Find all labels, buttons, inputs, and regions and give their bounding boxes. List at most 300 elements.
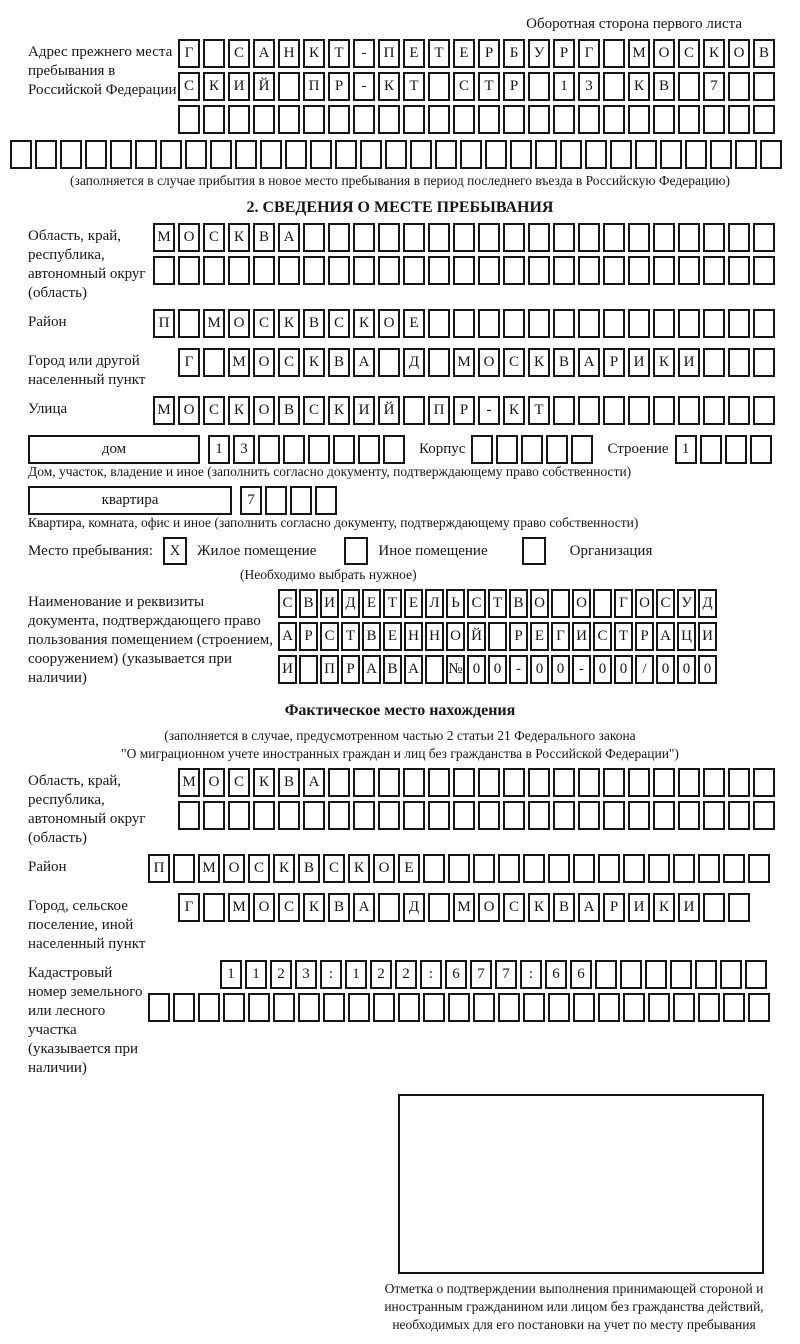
- char-box[interactable]: 1: [553, 72, 575, 101]
- char-box[interactable]: Р: [635, 622, 654, 651]
- char-box[interactable]: А: [362, 655, 381, 684]
- char-box[interactable]: [10, 140, 32, 169]
- char-box[interactable]: [653, 223, 675, 252]
- char-box[interactable]: [323, 993, 345, 1022]
- char-box[interactable]: -: [353, 39, 375, 68]
- char-box[interactable]: [258, 435, 280, 464]
- char-box[interactable]: [546, 435, 568, 464]
- char-box[interactable]: Р: [509, 622, 528, 651]
- char-box[interactable]: [310, 140, 332, 169]
- char-box[interactable]: [353, 768, 375, 797]
- char-box[interactable]: [553, 256, 575, 285]
- char-box[interactable]: [398, 993, 420, 1022]
- char-box[interactable]: [598, 993, 620, 1022]
- char-box[interactable]: О: [203, 768, 225, 797]
- char-box[interactable]: [478, 105, 500, 134]
- checkbox-organizatsiya[interactable]: [522, 537, 546, 565]
- char-box[interactable]: [453, 801, 475, 830]
- char-box[interactable]: 0: [551, 655, 570, 684]
- char-box[interactable]: [503, 105, 525, 134]
- char-box[interactable]: [448, 993, 470, 1022]
- char-box[interactable]: В: [553, 893, 575, 922]
- char-box[interactable]: [403, 801, 425, 830]
- char-box[interactable]: [603, 396, 625, 425]
- char-box[interactable]: [553, 768, 575, 797]
- char-box[interactable]: [448, 854, 470, 883]
- char-box[interactable]: О: [478, 348, 500, 377]
- char-box[interactable]: С: [278, 893, 300, 922]
- char-box[interactable]: [678, 72, 700, 101]
- checkbox-inoe[interactable]: [344, 537, 368, 565]
- char-box[interactable]: [725, 435, 747, 464]
- char-box[interactable]: [425, 655, 444, 684]
- char-box[interactable]: [703, 223, 725, 252]
- char-box[interactable]: С: [503, 348, 525, 377]
- char-box[interactable]: Т: [341, 622, 360, 651]
- char-box[interactable]: [673, 993, 695, 1022]
- char-box[interactable]: [728, 256, 750, 285]
- char-box[interactable]: [428, 801, 450, 830]
- char-box[interactable]: М: [453, 893, 475, 922]
- char-box[interactable]: К: [528, 348, 550, 377]
- char-box[interactable]: [203, 348, 225, 377]
- char-box[interactable]: [153, 256, 175, 285]
- char-box[interactable]: Г: [178, 39, 200, 68]
- char-box[interactable]: [328, 223, 350, 252]
- char-box[interactable]: С: [203, 223, 225, 252]
- char-box[interactable]: В: [753, 39, 775, 68]
- char-box[interactable]: -: [353, 72, 375, 101]
- char-box[interactable]: [551, 589, 570, 618]
- char-box[interactable]: [428, 348, 450, 377]
- char-box[interactable]: [248, 993, 270, 1022]
- char-box[interactable]: 7: [703, 72, 725, 101]
- char-box[interactable]: [348, 993, 370, 1022]
- char-box[interactable]: [635, 140, 657, 169]
- char-box[interactable]: Г: [578, 39, 600, 68]
- char-box[interactable]: 0: [467, 655, 486, 684]
- char-box[interactable]: [528, 223, 550, 252]
- char-box[interactable]: И: [628, 893, 650, 922]
- char-box[interactable]: О: [253, 348, 275, 377]
- char-box[interactable]: [548, 854, 570, 883]
- char-box[interactable]: №: [446, 655, 465, 684]
- char-box[interactable]: [521, 435, 543, 464]
- char-box[interactable]: [628, 223, 650, 252]
- char-box[interactable]: [385, 140, 407, 169]
- char-box[interactable]: М: [198, 854, 220, 883]
- char-box[interactable]: А: [656, 622, 675, 651]
- char-box[interactable]: О: [653, 39, 675, 68]
- char-box[interactable]: [173, 854, 195, 883]
- char-box[interactable]: С: [320, 622, 339, 651]
- char-box[interactable]: [728, 223, 750, 252]
- char-box[interactable]: [603, 768, 625, 797]
- char-box[interactable]: В: [278, 768, 300, 797]
- char-box[interactable]: [299, 655, 318, 684]
- char-box[interactable]: С: [278, 348, 300, 377]
- char-box[interactable]: [496, 435, 518, 464]
- char-box[interactable]: [653, 256, 675, 285]
- char-box[interactable]: [528, 801, 550, 830]
- char-box[interactable]: О: [228, 309, 250, 338]
- kvartira-wordbox[interactable]: квартира: [28, 486, 232, 515]
- char-box[interactable]: [335, 140, 357, 169]
- char-box[interactable]: С: [303, 396, 325, 425]
- char-box[interactable]: [578, 223, 600, 252]
- char-box[interactable]: [703, 893, 725, 922]
- char-box[interactable]: Н: [278, 39, 300, 68]
- char-box[interactable]: Е: [403, 309, 425, 338]
- char-box[interactable]: [203, 105, 225, 134]
- char-box[interactable]: [745, 960, 767, 989]
- char-box[interactable]: [478, 768, 500, 797]
- char-box[interactable]: [378, 801, 400, 830]
- char-box[interactable]: [753, 256, 775, 285]
- char-box[interactable]: [228, 801, 250, 830]
- char-box[interactable]: Ц: [677, 622, 696, 651]
- char-box[interactable]: И: [572, 622, 591, 651]
- char-box[interactable]: А: [278, 223, 300, 252]
- char-box[interactable]: [403, 223, 425, 252]
- char-box[interactable]: [553, 801, 575, 830]
- char-box[interactable]: [610, 140, 632, 169]
- char-box[interactable]: В: [362, 622, 381, 651]
- char-box[interactable]: И: [628, 348, 650, 377]
- char-box[interactable]: [453, 309, 475, 338]
- char-box[interactable]: [528, 768, 550, 797]
- char-box[interactable]: [748, 993, 770, 1022]
- char-box[interactable]: [528, 309, 550, 338]
- char-box[interactable]: 1: [208, 435, 230, 464]
- char-box[interactable]: С: [228, 768, 250, 797]
- char-box[interactable]: К: [278, 309, 300, 338]
- char-box[interactable]: [585, 140, 607, 169]
- char-box[interactable]: [753, 309, 775, 338]
- char-box[interactable]: О: [178, 223, 200, 252]
- char-box[interactable]: [728, 105, 750, 134]
- char-box[interactable]: [298, 993, 320, 1022]
- char-box[interactable]: Д: [341, 589, 360, 618]
- char-box[interactable]: -: [572, 655, 591, 684]
- char-box[interactable]: 3: [578, 72, 600, 101]
- char-box[interactable]: И: [228, 72, 250, 101]
- char-box[interactable]: О: [378, 309, 400, 338]
- char-box[interactable]: -: [509, 655, 528, 684]
- char-box[interactable]: [595, 960, 617, 989]
- char-box[interactable]: [603, 72, 625, 101]
- char-box[interactable]: [628, 768, 650, 797]
- char-box[interactable]: И: [278, 655, 297, 684]
- char-box[interactable]: [653, 396, 675, 425]
- char-box[interactable]: К: [378, 72, 400, 101]
- char-box[interactable]: С: [503, 893, 525, 922]
- char-box[interactable]: К: [528, 893, 550, 922]
- char-box[interactable]: [210, 140, 232, 169]
- char-box[interactable]: [328, 801, 350, 830]
- char-box[interactable]: Е: [404, 589, 423, 618]
- char-box[interactable]: 0: [656, 655, 675, 684]
- char-box[interactable]: О: [178, 396, 200, 425]
- char-box[interactable]: [135, 140, 157, 169]
- char-box[interactable]: [578, 105, 600, 134]
- dom-wordbox[interactable]: дом: [28, 435, 200, 464]
- char-box[interactable]: Д: [403, 348, 425, 377]
- char-box[interactable]: [648, 993, 670, 1022]
- char-box[interactable]: [598, 854, 620, 883]
- char-box[interactable]: [110, 140, 132, 169]
- char-box[interactable]: К: [353, 309, 375, 338]
- char-box[interactable]: М: [228, 893, 250, 922]
- char-box[interactable]: П: [303, 72, 325, 101]
- char-box[interactable]: [573, 854, 595, 883]
- char-box[interactable]: [403, 768, 425, 797]
- char-box[interactable]: [628, 396, 650, 425]
- char-box[interactable]: П: [153, 309, 175, 338]
- char-box[interactable]: С: [678, 39, 700, 68]
- char-box[interactable]: Р: [328, 72, 350, 101]
- char-box[interactable]: [728, 801, 750, 830]
- char-box[interactable]: [728, 768, 750, 797]
- char-box[interactable]: [578, 768, 600, 797]
- char-box[interactable]: [228, 105, 250, 134]
- char-box[interactable]: [428, 223, 450, 252]
- char-box[interactable]: [653, 801, 675, 830]
- char-box[interactable]: К: [653, 348, 675, 377]
- char-box[interactable]: [510, 140, 532, 169]
- char-box[interactable]: А: [578, 348, 600, 377]
- char-box[interactable]: [253, 105, 275, 134]
- char-box[interactable]: [403, 396, 425, 425]
- char-box[interactable]: Й: [378, 396, 400, 425]
- char-box[interactable]: [360, 140, 382, 169]
- char-box[interactable]: И: [353, 396, 375, 425]
- char-box[interactable]: [85, 140, 107, 169]
- char-box[interactable]: С: [203, 396, 225, 425]
- char-box[interactable]: [603, 39, 625, 68]
- char-box[interactable]: [428, 309, 450, 338]
- char-box[interactable]: [578, 256, 600, 285]
- char-box[interactable]: 6: [570, 960, 592, 989]
- char-box[interactable]: П: [320, 655, 339, 684]
- char-box[interactable]: О: [728, 39, 750, 68]
- char-box[interactable]: Й: [467, 622, 486, 651]
- char-box[interactable]: О: [373, 854, 395, 883]
- char-box[interactable]: [260, 140, 282, 169]
- char-box[interactable]: [753, 223, 775, 252]
- char-box[interactable]: [428, 893, 450, 922]
- char-box[interactable]: [178, 256, 200, 285]
- char-box[interactable]: [750, 435, 772, 464]
- char-box[interactable]: 1: [245, 960, 267, 989]
- char-box[interactable]: [723, 993, 745, 1022]
- char-box[interactable]: [603, 105, 625, 134]
- char-box[interactable]: [753, 72, 775, 101]
- char-box[interactable]: [760, 140, 782, 169]
- char-box[interactable]: [623, 854, 645, 883]
- char-box[interactable]: Б: [503, 39, 525, 68]
- char-box[interactable]: Д: [698, 589, 717, 618]
- char-box[interactable]: 1: [675, 435, 697, 464]
- char-box[interactable]: [60, 140, 82, 169]
- char-box[interactable]: [423, 993, 445, 1022]
- char-box[interactable]: [728, 893, 750, 922]
- char-box[interactable]: [471, 435, 493, 464]
- char-box[interactable]: Т: [478, 72, 500, 101]
- char-box[interactable]: [678, 396, 700, 425]
- char-box[interactable]: [528, 256, 550, 285]
- char-box[interactable]: К: [653, 893, 675, 922]
- char-box[interactable]: [670, 960, 692, 989]
- char-box[interactable]: /: [635, 655, 654, 684]
- char-box[interactable]: К: [628, 72, 650, 101]
- char-box[interactable]: :: [520, 960, 542, 989]
- char-box[interactable]: [603, 223, 625, 252]
- char-box[interactable]: [503, 309, 525, 338]
- char-box[interactable]: 7: [495, 960, 517, 989]
- char-box[interactable]: Р: [478, 39, 500, 68]
- char-box[interactable]: [383, 435, 405, 464]
- char-box[interactable]: Е: [383, 622, 402, 651]
- char-box[interactable]: [353, 256, 375, 285]
- char-box[interactable]: 0: [530, 655, 549, 684]
- char-box[interactable]: К: [303, 893, 325, 922]
- char-box[interactable]: [723, 854, 745, 883]
- char-box[interactable]: [553, 223, 575, 252]
- char-box[interactable]: [753, 768, 775, 797]
- char-box[interactable]: [428, 105, 450, 134]
- char-box[interactable]: [498, 993, 520, 1022]
- char-box[interactable]: 0: [698, 655, 717, 684]
- char-box[interactable]: [353, 105, 375, 134]
- char-box[interactable]: [403, 105, 425, 134]
- char-box[interactable]: 7: [470, 960, 492, 989]
- char-box[interactable]: [35, 140, 57, 169]
- char-box[interactable]: [160, 140, 182, 169]
- char-box[interactable]: [753, 348, 775, 377]
- char-box[interactable]: 6: [445, 960, 467, 989]
- char-box[interactable]: Т: [614, 622, 633, 651]
- char-box[interactable]: [478, 801, 500, 830]
- char-box[interactable]: [703, 105, 725, 134]
- char-box[interactable]: С: [248, 854, 270, 883]
- char-box[interactable]: [728, 309, 750, 338]
- char-box[interactable]: О: [446, 622, 465, 651]
- char-box[interactable]: [378, 768, 400, 797]
- char-box[interactable]: [700, 435, 722, 464]
- char-box[interactable]: [203, 256, 225, 285]
- char-box[interactable]: 1: [220, 960, 242, 989]
- char-box[interactable]: А: [253, 39, 275, 68]
- char-box[interactable]: К: [203, 72, 225, 101]
- char-box[interactable]: [523, 993, 545, 1022]
- char-box[interactable]: [473, 854, 495, 883]
- char-box[interactable]: У: [528, 39, 550, 68]
- char-box[interactable]: [678, 256, 700, 285]
- char-box[interactable]: [573, 993, 595, 1022]
- char-box[interactable]: [748, 854, 770, 883]
- char-box[interactable]: [203, 801, 225, 830]
- char-box[interactable]: [673, 854, 695, 883]
- char-box[interactable]: [428, 768, 450, 797]
- char-box[interactable]: В: [328, 893, 350, 922]
- char-box[interactable]: [653, 105, 675, 134]
- checkbox-zhiloe[interactable]: X: [163, 537, 187, 565]
- char-box[interactable]: [703, 309, 725, 338]
- char-box[interactable]: К: [273, 854, 295, 883]
- char-box[interactable]: В: [653, 72, 675, 101]
- char-box[interactable]: [503, 223, 525, 252]
- char-box[interactable]: С: [467, 589, 486, 618]
- char-box[interactable]: [278, 801, 300, 830]
- char-box[interactable]: С: [328, 309, 350, 338]
- char-box[interactable]: [728, 72, 750, 101]
- char-box[interactable]: [523, 854, 545, 883]
- char-box[interactable]: М: [153, 223, 175, 252]
- char-box[interactable]: К: [303, 39, 325, 68]
- char-box[interactable]: И: [320, 589, 339, 618]
- char-box[interactable]: К: [328, 396, 350, 425]
- char-box[interactable]: [753, 105, 775, 134]
- char-box[interactable]: Е: [362, 589, 381, 618]
- char-box[interactable]: [648, 854, 670, 883]
- char-box[interactable]: [185, 140, 207, 169]
- char-box[interactable]: С: [178, 72, 200, 101]
- char-box[interactable]: Р: [603, 348, 625, 377]
- char-box[interactable]: [548, 993, 570, 1022]
- char-box[interactable]: [303, 256, 325, 285]
- char-box[interactable]: А: [353, 348, 375, 377]
- char-box[interactable]: Т: [488, 589, 507, 618]
- char-box[interactable]: С: [593, 622, 612, 651]
- char-box[interactable]: Т: [428, 39, 450, 68]
- char-box[interactable]: [571, 435, 593, 464]
- char-box[interactable]: [178, 801, 200, 830]
- char-box[interactable]: [728, 348, 750, 377]
- char-box[interactable]: Р: [603, 893, 625, 922]
- char-box[interactable]: [453, 223, 475, 252]
- char-box[interactable]: В: [298, 854, 320, 883]
- char-box[interactable]: [703, 396, 725, 425]
- char-box[interactable]: О: [478, 893, 500, 922]
- char-box[interactable]: 3: [233, 435, 255, 464]
- char-box[interactable]: [178, 105, 200, 134]
- char-box[interactable]: [228, 256, 250, 285]
- char-box[interactable]: [223, 993, 245, 1022]
- char-box[interactable]: У: [677, 589, 696, 618]
- char-box[interactable]: 0: [593, 655, 612, 684]
- char-box[interactable]: Р: [503, 72, 525, 101]
- char-box[interactable]: [503, 801, 525, 830]
- char-box[interactable]: [603, 309, 625, 338]
- char-box[interactable]: [428, 72, 450, 101]
- char-box[interactable]: В: [278, 396, 300, 425]
- char-box[interactable]: [698, 993, 720, 1022]
- char-box[interactable]: :: [420, 960, 442, 989]
- char-box[interactable]: [735, 140, 757, 169]
- char-box[interactable]: Т: [528, 396, 550, 425]
- char-box[interactable]: С: [453, 72, 475, 101]
- char-box[interactable]: О: [530, 589, 549, 618]
- char-box[interactable]: [753, 396, 775, 425]
- char-box[interactable]: О: [635, 589, 654, 618]
- char-box[interactable]: О: [253, 396, 275, 425]
- char-box[interactable]: [198, 993, 220, 1022]
- char-box[interactable]: [328, 105, 350, 134]
- char-box[interactable]: В: [553, 348, 575, 377]
- char-box[interactable]: [728, 396, 750, 425]
- char-box[interactable]: Г: [551, 622, 570, 651]
